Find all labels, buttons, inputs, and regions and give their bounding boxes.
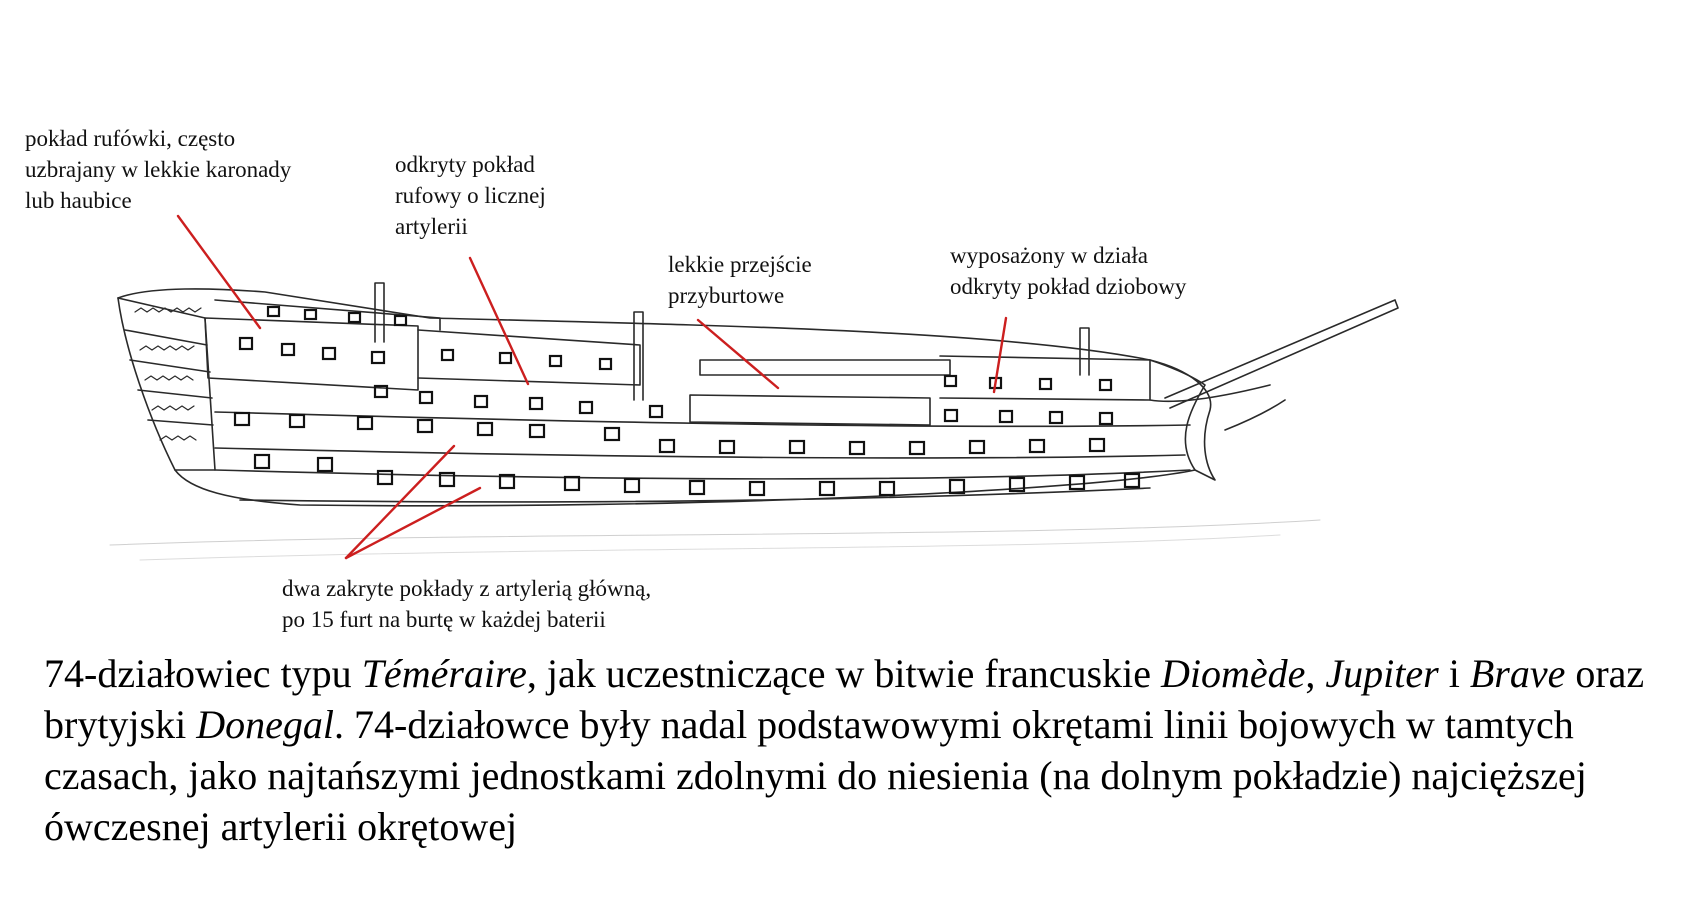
caption-text: . 74-działowce były nadal podstawowymi okrętami linii bojowych w tamtych czasach, jako najtańszymi jednostkami zdolnymi do niesienia (na dolnym pokładzie) najcięższej ówczesnej artylerii okrętowej (44, 702, 1587, 849)
caption-text: i (1438, 651, 1470, 696)
caption-ship-name: Donegal (196, 702, 334, 747)
caption-text: , jak uczestniczące w bitwie francuskie (526, 651, 1161, 696)
caption-text: 74-działowiec typu (44, 651, 362, 696)
annotation-line: odkryty pokład (395, 152, 535, 177)
annotation-line: pokład rufówki, często (25, 126, 236, 151)
caption-text: , (1305, 651, 1326, 696)
annotation-line: lub haubice (25, 188, 132, 213)
annotation-line: przyburtowe (668, 283, 785, 308)
annotation-line: dwa zakryte pokłady z artylerią główną, (282, 576, 652, 601)
annotation-forecastle (950, 240, 1186, 302)
gangway (700, 360, 950, 375)
caption-ship-name: Diomède (1160, 651, 1306, 696)
main-mast (634, 312, 643, 400)
bow (1150, 360, 1215, 480)
pointer-gun-deck-lower (346, 488, 480, 558)
annotation-quarterdeck (395, 149, 546, 242)
bowsprit (1165, 300, 1398, 408)
figure-caption (44, 648, 1684, 852)
caption-ship-name: Brave (1469, 651, 1566, 696)
annotation-line: po 15 furt na burtę w każdej baterii (282, 607, 606, 632)
annotation-poop-deck (25, 123, 291, 216)
pointer-gangway (698, 320, 778, 388)
quarterdeck-bulwark (418, 330, 640, 385)
annotation-line: odkryty pokład dziobowy (950, 274, 1187, 299)
annotation-line: wyposażony w działa (950, 243, 1148, 268)
annotation-line: rufowy o licznej (395, 183, 546, 208)
stern-gallery (118, 298, 215, 470)
annotation-gangway (668, 249, 812, 311)
caption-ship-name: Jupiter (1325, 651, 1439, 696)
annotation-line: artylerii (395, 214, 468, 239)
pointer-poop-deck (178, 216, 260, 328)
fore-mast (1080, 328, 1089, 375)
annotation-gun-decks (282, 573, 651, 635)
annotation-line: lekkie przejście (668, 252, 812, 277)
caption-ship-class: Téméraire (361, 651, 527, 696)
annotation-line: uzbrajany w lekkie karonady (25, 157, 292, 182)
poop-deck (205, 318, 418, 390)
caption-text: oraz brytyjski (44, 651, 1645, 747)
